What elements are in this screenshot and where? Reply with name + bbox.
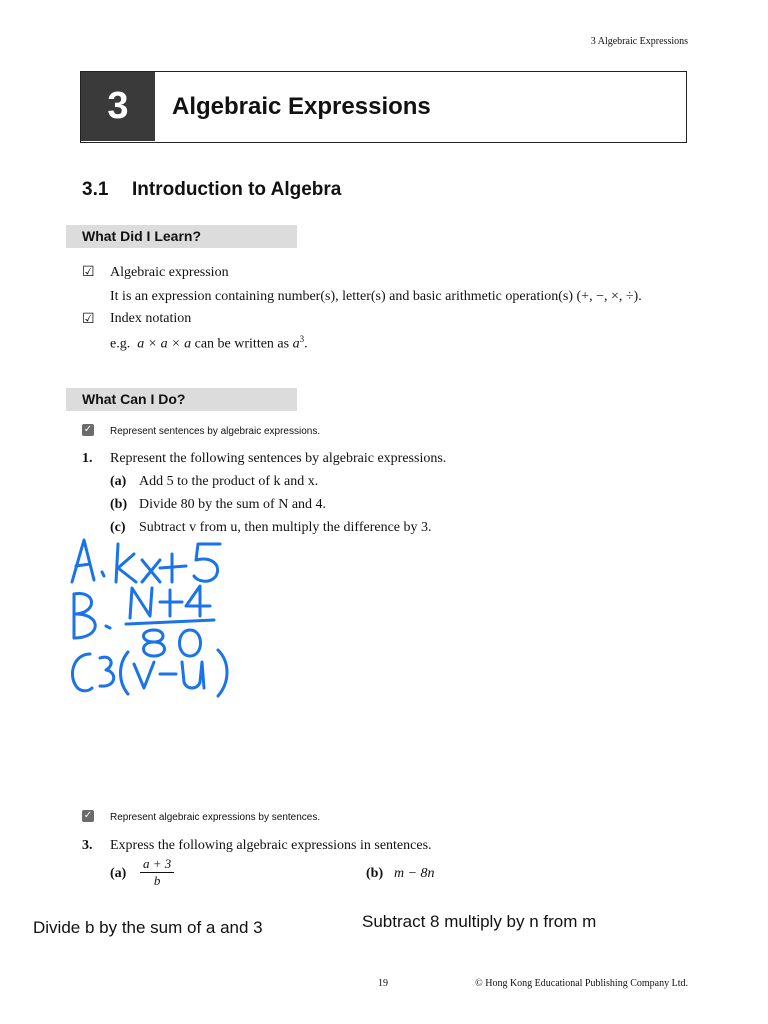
ink-stroke: [126, 620, 214, 624]
ink-stroke: [134, 662, 154, 688]
chapter-number: 3: [81, 72, 155, 141]
example-prefix: e.g.: [110, 336, 131, 352]
ink-stroke: [121, 652, 129, 694]
learn-item-detail: [110, 334, 308, 353]
ink-stroke: [218, 650, 227, 696]
part-label: (a): [110, 866, 127, 881]
section-name: Introduction to Algebra: [132, 179, 342, 200]
skill-label: Represent sentences by algebraic expressions.: [110, 426, 321, 437]
checkbox-icon: ☑: [82, 265, 95, 280]
part-label: (c): [110, 520, 126, 535]
chapter-banner: [80, 71, 687, 143]
skill-label: Represent algebraic expressions by sentences.: [110, 812, 321, 823]
ink-stroke: [130, 588, 152, 618]
ink-stroke: [194, 544, 220, 581]
fraction-expression: [140, 856, 174, 889]
copyright: © Hong Kong Educational Publishing Company Ltd.: [475, 978, 688, 989]
ink-stroke: [72, 540, 94, 582]
learn-item-title: Index notation: [110, 311, 192, 326]
part-expression: m − 8n: [394, 866, 435, 881]
learn-heading: What Did I Learn?: [66, 225, 297, 248]
ink-stroke: [186, 586, 210, 616]
checked-icon: ✓: [83, 810, 93, 821]
ink-stroke: [76, 564, 90, 566]
part-label: (b): [366, 866, 384, 881]
ink-stroke: [74, 594, 95, 638]
question-number: 1.: [82, 451, 93, 466]
ink-stroke: [118, 554, 136, 582]
ink-stroke: [102, 572, 104, 576]
ink-stroke: [160, 554, 186, 582]
part-label: (a): [110, 474, 127, 489]
ink-stroke: [142, 560, 160, 582]
example-end: .: [304, 336, 308, 352]
question-stem: Represent the following sentences by algebraic expressions.: [110, 451, 447, 466]
example-exponent: 3: [299, 334, 305, 344]
chapter-title: Algebraic Expressions: [172, 93, 431, 120]
fraction-numerator: a + 3: [140, 856, 174, 873]
part-text: Subtract v from u, then multiply the difference by 3.: [139, 520, 432, 535]
typed-answer: Subtract 8 multiply by n from m: [362, 912, 597, 931]
ink-stroke: [116, 544, 118, 582]
question-number: 3.: [82, 838, 93, 853]
learn-item-detail: It is an expression containing number(s), letter(s) and basic arithmetic operation(s) (+, −, ×, ÷).: [110, 289, 642, 304]
ink-stroke: [72, 654, 92, 691]
example-expression: a × a × a: [137, 336, 192, 352]
learn-item-title: Algebraic expression: [110, 265, 229, 280]
typed-answer: Divide b by the sum of a and 3: [33, 918, 263, 937]
part-text: Divide 80 by the sum of N and 4.: [139, 497, 327, 512]
checkbox-icon: ☑: [82, 312, 95, 327]
running-header: 3 Algebraic Expressions: [590, 36, 688, 47]
section-number: 3.1: [82, 179, 109, 200]
fraction-denominator: b: [153, 873, 161, 888]
ink-stroke: [100, 657, 114, 686]
ink-stroke: [144, 630, 165, 656]
question-stem: Express the following algebraic expressions in sentences.: [110, 838, 432, 853]
handwritten-answer: [60, 530, 260, 710]
page-number: 19: [378, 978, 388, 989]
ink-stroke: [106, 626, 110, 628]
ink-stroke: [180, 630, 201, 656]
checked-icon: ✓: [83, 424, 93, 435]
section-title: [82, 179, 341, 201]
part-text: Add 5 to the product of k and x.: [139, 474, 319, 489]
example-mid: can be written as: [194, 336, 290, 352]
part-label: (b): [110, 497, 128, 512]
ink-stroke: [160, 590, 182, 616]
ink-stroke: [182, 662, 204, 688]
do-heading: What Can I Do?: [66, 388, 297, 411]
example-base: a: [292, 336, 300, 352]
